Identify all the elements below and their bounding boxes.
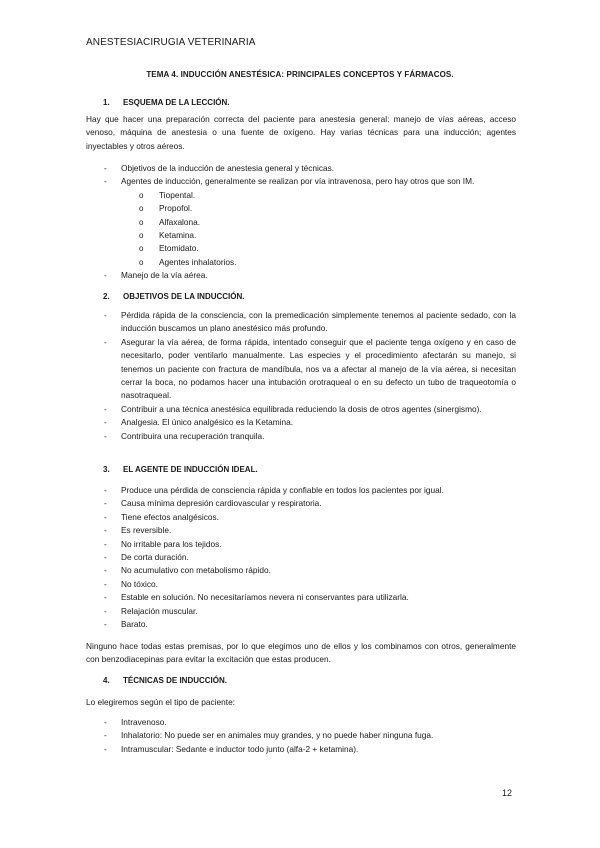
page-number: 12	[502, 788, 513, 798]
list-item: - Contribuira una recuperación tranquila.	[86, 430, 516, 443]
list-item: - Intravenoso.	[86, 716, 516, 729]
list-item: - No acumulativo con metabolismo rápido.	[86, 564, 516, 577]
section-number: 4.	[103, 676, 110, 685]
section-title: TÉCNICAS DE INDUCCIÓN.	[123, 676, 228, 685]
sub-item: o Agentes inhalatorios.	[139, 256, 516, 269]
list-item: - Relajación muscular.	[86, 605, 516, 618]
sub-item: o Ketamina.	[139, 229, 516, 242]
list-item: - Es reversible.	[86, 524, 516, 537]
list-item	[86, 175, 516, 269]
section-1-list	[86, 162, 516, 283]
list-item: - Causa mínima depresión cardiovascular y respiratoria.	[86, 497, 516, 510]
section-1-heading	[103, 98, 230, 107]
section-4-list	[86, 716, 516, 756]
list-item: - Estable en solución. No necesitaríamos nevera ni conservantes para utilizarla.	[86, 591, 516, 604]
sub-item: o Etomidato.	[139, 242, 516, 255]
section-number: 3.	[103, 465, 110, 474]
section-title: OBJETIVOS DE LA INDUCCIÓN.	[123, 292, 245, 301]
sub-item: o Propofol.	[139, 202, 516, 215]
section-4-intro: Lo elegiremos según el tipo de paciente:	[86, 697, 235, 707]
list-item: - Pérdida rápida de la consciencia, con la premedicación simplemente tenemos al paciente sedado, con la inducción buscamos un plano anestésico más profundo.	[86, 309, 516, 336]
section-number: 2.	[103, 292, 110, 301]
list-item: - Contribuir a una técnica anestésica equilibrada reduciendo la dosis de otros agentes (sinergismo).	[86, 403, 516, 416]
list-item: - Intramuscular: Sedante e inductor todo junto (alfa-2 + ketamina).	[86, 743, 516, 756]
list-item: - No tóxico.	[86, 578, 516, 591]
document-title: TEMA 4. INDUCCIÓN ANESTÉSICA: PRINCIPALES CONCEPTOS Y FÁRMACOS.	[146, 70, 454, 79]
section-title: ESQUEMA DE LA LECCIÓN.	[123, 98, 230, 107]
section-2-list	[86, 309, 516, 443]
section-3-heading	[103, 465, 258, 474]
list-item-text: Agentes de inducción, generalmente se realizan por vía intravenosa, pero hay otros que son IM.	[121, 176, 475, 187]
list-item: - Barato.	[86, 618, 516, 631]
section-2-heading	[103, 292, 245, 301]
induction-agents-sublist	[121, 189, 516, 269]
section-number: 1.	[103, 98, 110, 107]
section-title: EL AGENTE DE INDUCCIÓN IDEAL.	[123, 465, 258, 474]
list-item: - De corta duración.	[86, 551, 516, 564]
sub-item: o Alfaxalona.	[139, 216, 516, 229]
list-item: - Objetivos de la inducción de anestesia general y técnicas.	[86, 162, 516, 175]
list-item: - Analgesia. El único analgésico es la Ketamina.	[86, 416, 516, 429]
running-header: ANESTESIACIRUGIA VETERINARIA	[86, 37, 256, 48]
section-1-intro: Hay que hacer una preparación correcta del paciente para anestesia general: manejo de vías aéreas, acceso venoso, máquina de anestesia o una fuente de oxígeno. Hay varias técnicas para una inducción; agentes inyectables y otros aéreos.	[86, 114, 516, 151]
list-item: - Produce una pérdida de consciencia rápida y confiable en todos los pacientes por igual.	[86, 484, 516, 497]
list-item: - Manejo de la vía aérea.	[86, 269, 516, 282]
section-3-conclusion: Ninguno hace todas estas premisas, por lo que elegimos uno de ellos y los combinamos con otros, generalmente con benzodiacepinas para evitar la excitación que estas producen.	[86, 641, 516, 665]
section-4-heading	[103, 676, 227, 685]
list-item: - Tiene efectos analgésicos.	[86, 511, 516, 524]
section-3-list	[86, 484, 516, 631]
list-item: - No irritable para los tejidos.	[86, 538, 516, 551]
sub-item: o Tiopental.	[139, 189, 516, 202]
list-item: - Inhalatorio: No puede ser en animales muy grandes, y no puede haber ninguna fuga.	[86, 729, 516, 742]
list-item: - Asegurar la vía aérea, de forma rápida, intentado conseguir que el paciente tenga oxígeno y en caso de necesitarlo, poder ventilarlo manualmente. Las especies y el procedimiento afectarán su manejo, si tenemos un paciente con fractura de mandíbula, nos va a afectar al manejo de la vía aérea, si necesitan cerrar la boca, no podamos hacer una intubación orotraqueal o en su defecto un tubo de traqueotomía o nasotraqueal.	[86, 336, 516, 403]
